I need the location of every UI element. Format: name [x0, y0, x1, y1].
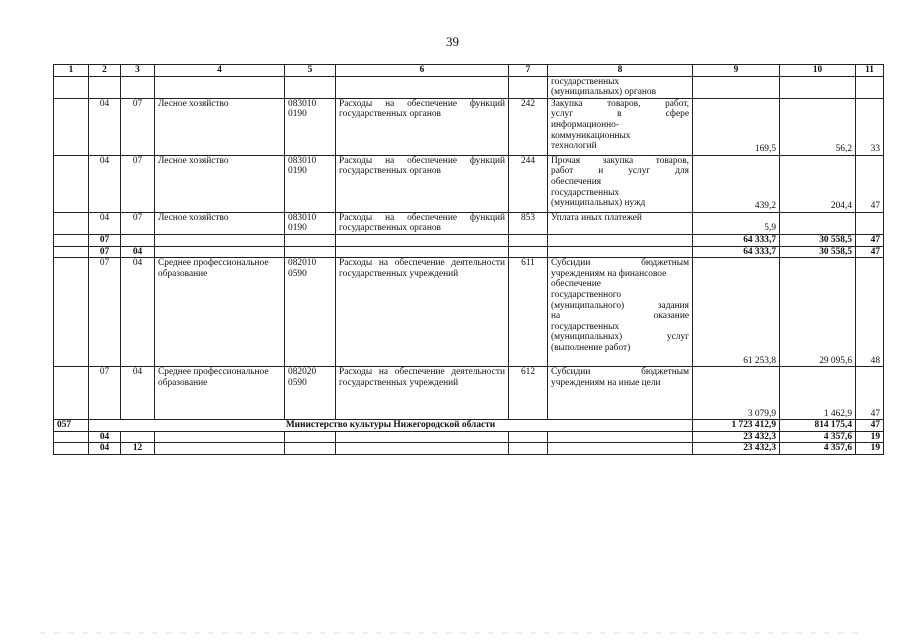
- amount-actual-cell: [780, 212, 856, 234]
- amount-actual-cell: 29 095,6: [780, 258, 856, 367]
- expense-type-cell: Закупка товаров, работ, услуг в сфере информационно- коммуникационных технологий: [548, 98, 693, 155]
- table-row: [54, 76, 884, 98]
- table-row: [54, 234, 884, 246]
- amount-plan-cell: 61 253,8: [693, 258, 780, 367]
- amount-plan-cell: 23 432,3: [693, 431, 780, 443]
- subsection-cell: 07: [121, 98, 155, 155]
- col-header-1: 1: [54, 65, 89, 77]
- table-row: [54, 155, 884, 212]
- amount-plan-cell: 23 432,3: [693, 443, 780, 455]
- amount-plan-cell: 1 723 412,9: [693, 420, 780, 432]
- expense-code-cell: 611: [509, 258, 548, 367]
- target-code-cell: 083010 0190: [285, 212, 336, 234]
- col-header-3: 3: [121, 65, 155, 77]
- expense-type-cell: Субсидии бюджетным учреждениям на финансовое обеспечение государственного (муниципального) задания на оказание государственных (муниципальных) услуг (выполнение работ): [548, 258, 693, 367]
- table-row: [54, 258, 884, 367]
- amount-actual-cell: 1 462,9: [780, 367, 856, 420]
- amount-actual-cell: 30 558,5: [780, 246, 856, 258]
- table-row: [54, 367, 884, 420]
- subsection-cell: 07: [121, 155, 155, 212]
- amount-actual-cell: 4 357,6: [780, 431, 856, 443]
- percent-cell: 47: [856, 420, 884, 432]
- amount-plan-cell: 64 333,7: [693, 246, 780, 258]
- amount-plan-cell: 169,5: [693, 98, 780, 155]
- section-cell: 04: [89, 98, 121, 155]
- percent-cell: 47: [856, 367, 884, 420]
- subsection-cell: 12: [121, 443, 155, 455]
- section-cell: 07: [89, 234, 121, 246]
- expense-code-cell: 612: [509, 367, 548, 420]
- section-name-cell: Среднее профессиональное образование: [155, 367, 285, 420]
- target-name-cell: Расходы на обеспечение функций государственных органов: [336, 155, 509, 212]
- amount-actual-cell: 814 175,4: [780, 420, 856, 432]
- table-header-row: [54, 65, 884, 77]
- target-code-cell: 083010 0190: [285, 155, 336, 212]
- amount-actual-cell: 4 357,6: [780, 443, 856, 455]
- percent-cell: 19: [856, 431, 884, 443]
- page-number: 39: [446, 34, 459, 49]
- target-code-cell: 083010 0190: [285, 98, 336, 155]
- ministry-name-cell: Министерство культуры Нижегородской области: [89, 420, 693, 432]
- amount-actual-cell: 56,2: [780, 98, 856, 155]
- percent-cell: 47: [856, 246, 884, 258]
- amount-plan-cell: 439,2: [693, 155, 780, 212]
- expense-code-cell: 242: [509, 98, 548, 155]
- target-name-cell: Расходы на обеспечение функций государственных органов: [336, 212, 509, 234]
- table-row: [54, 431, 884, 443]
- table-row: [54, 98, 884, 155]
- scan-artifact: [40, 632, 860, 634]
- col-header-9: 9: [693, 65, 780, 77]
- ministry-code-cell: 057: [54, 420, 89, 432]
- subsection-cell: 04: [121, 246, 155, 258]
- section-cell: 04: [89, 431, 121, 443]
- col-header-7: 7: [509, 65, 548, 77]
- section-cell: 07: [89, 246, 121, 258]
- target-name-cell: Расходы на обеспечение деятельности государственных учреждений: [336, 258, 509, 367]
- expense-type-cell: Субсидии бюджетным учреждениям на иные цели: [548, 367, 693, 420]
- table-row: [54, 212, 884, 234]
- section-name-cell: Лесное хозяйство: [155, 98, 285, 155]
- expense-code-cell: 853: [509, 212, 548, 234]
- target-name-cell: Расходы на обеспечение функций государственных органов: [336, 98, 509, 155]
- target-code-cell: 082010 0590: [285, 258, 336, 367]
- target-name-cell: Расходы на обеспечение деятельности государственных учреждений: [336, 367, 509, 420]
- target-code-cell: 082020 0590: [285, 367, 336, 420]
- col-header-10: 10: [780, 65, 856, 77]
- percent-cell: 33: [856, 98, 884, 155]
- expense-type-cell: Уплата иных платежей: [548, 212, 693, 234]
- ministry-total-row: [54, 420, 884, 432]
- section-cell: 04: [89, 443, 121, 455]
- section-name-cell: Среднее профессиональное образование: [155, 258, 285, 367]
- amount-plan-cell: 64 333,7: [693, 234, 780, 246]
- section-name-cell: Лесное хозяйство: [155, 155, 285, 212]
- section-name-cell: Лесное хозяйство: [155, 212, 285, 234]
- col-header-8: 8: [548, 65, 693, 77]
- percent-cell: 48: [856, 258, 884, 367]
- subsection-cell: 04: [121, 258, 155, 367]
- col-header-2: 2: [89, 65, 121, 77]
- table-row: [54, 443, 884, 455]
- section-cell: 07: [89, 258, 121, 367]
- percent-cell: 19: [856, 443, 884, 455]
- expense-code-cell: 244: [509, 155, 548, 212]
- section-cell: 04: [89, 155, 121, 212]
- percent-cell: 47: [856, 234, 884, 246]
- amount-actual-cell: 204,4: [780, 155, 856, 212]
- expense-type-cell: государственных (муниципальных) органов: [548, 76, 693, 98]
- percent-cell: 47: [856, 155, 884, 212]
- amount-plan-cell: 3 079,9: [693, 367, 780, 420]
- col-header-4: 4: [155, 65, 285, 77]
- budget-table: [53, 64, 884, 455]
- amount-actual-cell: 30 558,5: [780, 234, 856, 246]
- percent-cell: [856, 212, 884, 234]
- table-row: [54, 246, 884, 258]
- amount-plan-cell: 5,9: [693, 212, 780, 234]
- expense-type-cell: Прочая закупка товаров, работ и услуг для обеспечения государственных (муниципальных) нужд: [548, 155, 693, 212]
- section-cell: 07: [89, 367, 121, 420]
- col-header-6: 6: [336, 65, 509, 77]
- subsection-cell: 04: [121, 367, 155, 420]
- col-header-5: 5: [285, 65, 336, 77]
- subsection-cell: 07: [121, 212, 155, 234]
- col-header-11: 11: [856, 65, 884, 77]
- section-cell: 04: [89, 212, 121, 234]
